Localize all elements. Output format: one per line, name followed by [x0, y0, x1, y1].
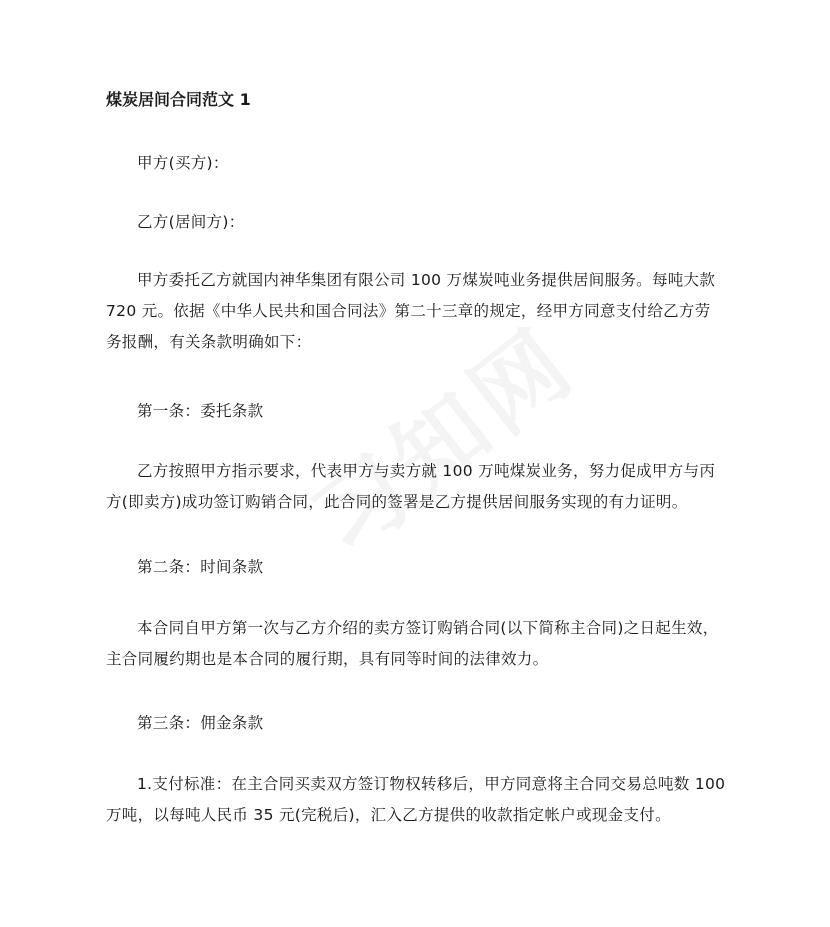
party-a-label: 甲方(买方)：: [137, 154, 229, 172]
article2-body: 本合同自甲方第一次与乙方介绍的卖方签订购销合同(以下简称主合同)之日起生效，主合同履约期也是本合同的履行期，具有同等时间的法律效力。: [106, 619, 719, 668]
intro-paragraph: 甲方委托乙方就国内神华集团有限公司 100 万煤炭吨业务提供居间服务。每吨大款 720 元。依据《中华人民共和国合同法》第二十三章的规定，经甲方同意支付给乙方劳务报酬，有关条款明确如下：: [106, 271, 716, 351]
article3-title: 第三条：佣金条款: [137, 714, 264, 732]
article2-title: 第二条：时间条款: [137, 558, 264, 576]
document-title: 煤炭居间合同范文 1: [106, 90, 251, 109]
article3-item1: 1.支付标准：在主合同买卖双方签订物权转移后，甲方同意将主合同交易总吨数 100 万吨，以每吨人民币 35 元(完税后)，汇入乙方提供的收款指定帐户或现金支付。: [106, 775, 726, 824]
party-b-label: 乙方(居间方)：: [137, 213, 245, 231]
article1-body: 乙方按照甲方指示要求，代表甲方与卖方就 100 万吨煤炭业务，努力促成甲方与丙方(即卖方)成功签订购销合同，此合同的签署是乙方提供居间服务实现的有力证明。: [106, 462, 716, 511]
article1-title: 第一条：委托条款: [137, 402, 264, 420]
